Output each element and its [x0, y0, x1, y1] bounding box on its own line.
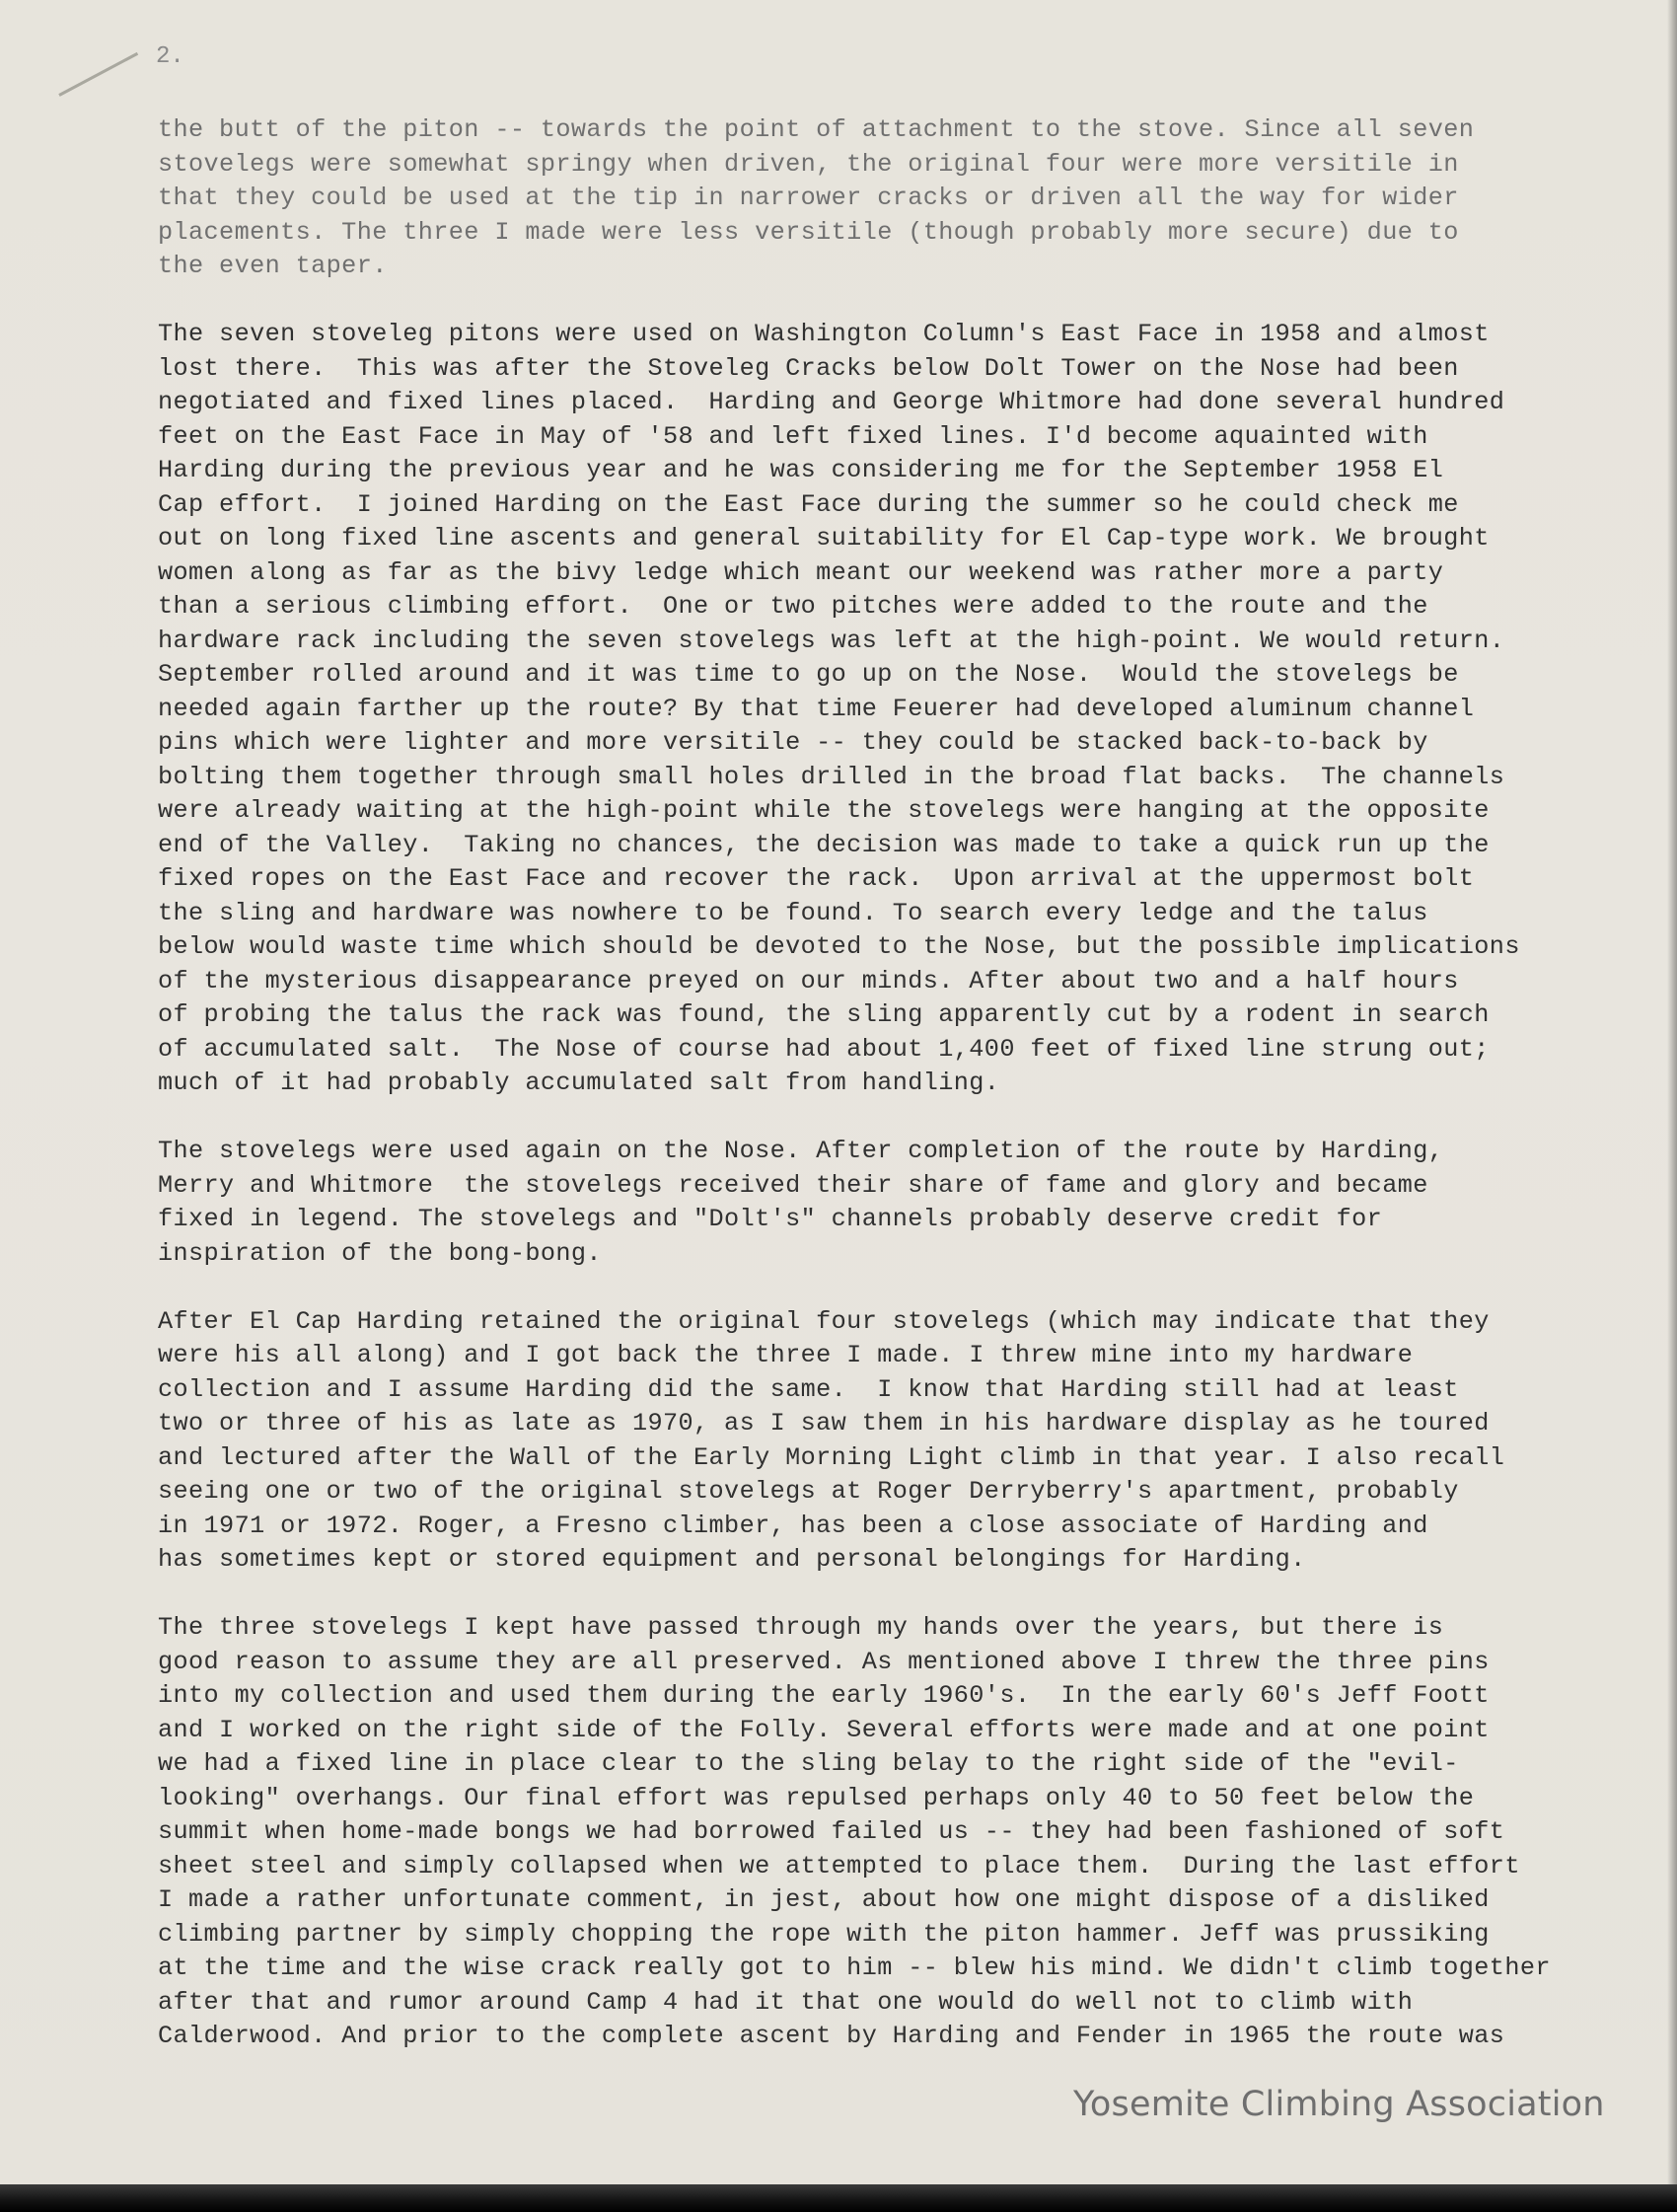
text-line: we had a fixed line in place clear to the sling belay to the right side of the "evil-: [158, 1749, 1459, 1778]
document-body: [158, 113, 1647, 2088]
text-line: out on long fixed line ascents and general suitability for El Cap-type work. We brought: [158, 524, 1490, 553]
text-line: Cap effort. I joined Harding on the East Face during the summer so he could check me: [158, 489, 1459, 519]
text-line: good reason to assume they are all preserved. As mentioned above I threw the three pins: [158, 1647, 1490, 1676]
text-line: the sling and hardware was nowhere to be found. To search every ledge and the talus: [158, 898, 1428, 927]
text-line: Calderwood. And prior to the complete ascent by Harding and Fender in 1965 the route was: [158, 2022, 1505, 2050]
text-line: the butt of the piton -- towards the point of attachment to the stove. Since all seven: [158, 115, 1475, 144]
paper-fold-mark: [58, 52, 138, 97]
text-line: of accumulated salt. The Nose of course had about 1,400 feet of fixed line strung out;: [158, 1034, 1490, 1064]
text-line: needed again farther up the route? By that time Feuerer had developed aluminum channel: [158, 694, 1475, 723]
text-line: fixed in legend. The stovelegs and "Dolt's" channels probably deserve credit for: [158, 1205, 1383, 1233]
scan-bottom-edge: [0, 2184, 1677, 2212]
text-line: seeing one or two of the original stovelegs at Roger Derryberry's apartment, probably: [158, 1477, 1459, 1506]
text-line: sheet steel and simply collapsed when we attempted to place them. During the last effort: [158, 1851, 1520, 1880]
page-number: 2.: [156, 43, 184, 70]
text-line: two or three of his as late as 1970, as I saw them in his hardware display as he toured: [158, 1409, 1490, 1438]
text-line: After El Cap Harding retained the original four stovelegs (which may indicate that they: [158, 1306, 1490, 1336]
text-line: The seven stoveleg pitons were used on Washington Column's East Face in 1958 and almost: [158, 320, 1490, 348]
text-line: feet on the East Face in May of '58 and left fixed lines. I'd become aquainted with: [158, 421, 1428, 451]
text-line: climbing partner by simply chopping the rope with the piton hammer. Jeff was prussiking: [158, 1919, 1490, 1949]
text-line: pins which were lighter and more versitile -- they could be stacked back-to-back by: [158, 728, 1428, 757]
text-line: stovelegs were somewhat springy when driven, the original four were more versitile in: [158, 149, 1459, 179]
paragraph: [158, 1305, 1647, 1578]
text-line: September rolled around and it was time to go up on the Nose. Would the stovelegs be: [158, 660, 1459, 689]
text-line: women along as far as the bivy ledge which meant our weekend was rather more a party: [158, 557, 1444, 587]
text-line: were already waiting at the high-point while the stovelegs were hanging at the opposite: [158, 796, 1490, 825]
text-line: that they could be used at the tip in narrower cracks or driven all the way for wider: [158, 184, 1459, 212]
text-line: of the mysterious disappearance preyed on our minds. After about two and a half hours: [158, 966, 1459, 995]
text-line: after that and rumor around Camp 4 had it that one would do well not to climb with: [158, 1987, 1414, 2017]
paragraph: [158, 113, 1647, 284]
text-line: were his all along) and I got back the three I made. I threw mine into my hardware: [158, 1341, 1414, 1369]
text-line: collection and I assume Harding did the same. I know that Harding still had at least: [158, 1374, 1459, 1404]
text-line: placements. The three I made were less versitile (though probably more secure) due to: [158, 217, 1459, 247]
paragraph: [158, 1611, 1647, 2054]
text-line: into my collection and used them during the early 1960's. In the early 60's Jeff Foott: [158, 1681, 1490, 1710]
text-line: Harding during the previous year and he was considering me for the September 1958 El: [158, 456, 1444, 484]
paragraph: [158, 1135, 1647, 1271]
text-line: and I worked on the right side of the Folly. Several efforts were made and at one point: [158, 1715, 1490, 1744]
text-line: end of the Valley. Taking no chances, the decision was made to take a quick run up the: [158, 830, 1490, 859]
text-line: bolting them together through small holes drilled in the broad flat backs. The channels: [158, 762, 1505, 791]
text-line: Merry and Whitmore the stovelegs received their share of fame and glory and became: [158, 1170, 1428, 1200]
paragraph: [158, 318, 1647, 1101]
text-line: hardware rack including the seven stovelegs was left at the high-point. We would return.: [158, 626, 1505, 655]
text-line: inspiration of the bong-bong.: [158, 1238, 602, 1268]
text-line: lost there. This was after the Stoveleg Cracks below Dolt Tower on the Nose had been: [158, 353, 1459, 383]
watermark-text: Yosemite Climbing Association: [1073, 2085, 1605, 2124]
text-line: I made a rather unfortunate comment, in jest, about how one might dispose of a disliked: [158, 1885, 1490, 1914]
text-line: the even taper.: [158, 252, 388, 280]
text-line: at the time and the wise crack really got to him -- blew his mind. We didn't climb together: [158, 1954, 1551, 1982]
text-line: and lectured after the Wall of the Early Morning Light climb in that year. I also recall: [158, 1442, 1505, 1472]
text-line: much of it had probably accumulated salt from handling.: [158, 1069, 1000, 1097]
text-line: looking" overhangs. Our final effort was repulsed perhaps only 40 to 50 feet below the: [158, 1783, 1475, 1812]
text-line: in 1971 or 1972. Roger, a Fresno climber, has been a close associate of Harding and: [158, 1511, 1428, 1540]
text-line: fixed ropes on the East Face and recover the rack. Upon arrival at the uppermost bolt: [158, 864, 1475, 893]
text-line: summit when home-made bongs we had borrowed failed us -- they had been fashioned of soft: [158, 1817, 1505, 1846]
text-line: than a serious climbing effort. One or two pitches were added to the route and the: [158, 592, 1428, 621]
text-line: negotiated and fixed lines placed. Harding and George Whitmore had done several hundred: [158, 388, 1505, 416]
text-line: The stovelegs were used again on the Nose. After completion of the route by Harding,: [158, 1137, 1444, 1165]
text-line: has sometimes kept or stored equipment and personal belongings for Harding.: [158, 1545, 1306, 1574]
text-line: The three stovelegs I kept have passed through my hands over the years, but there is: [158, 1613, 1444, 1642]
text-line: below would waste time which should be devoted to the Nose, but the possible implications: [158, 932, 1520, 961]
scan-edge-shadow: [1667, 0, 1677, 2184]
text-line: of probing the talus the rack was found, the sling apparently cut by a rodent in search: [158, 1000, 1490, 1029]
